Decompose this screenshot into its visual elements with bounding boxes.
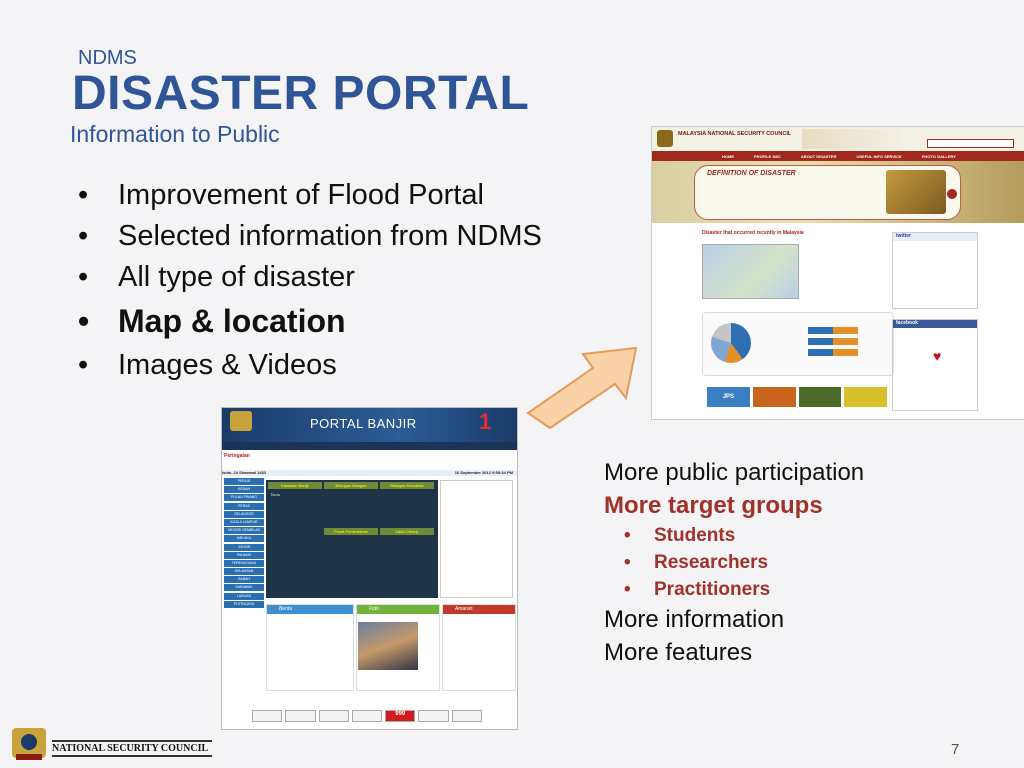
recent-disaster-heading: Disaster that occurred recently in Malaysia xyxy=(702,230,804,236)
nsc-portal-screenshot xyxy=(651,126,1024,420)
state-item[interactable]: PUTRAJAYA xyxy=(224,601,264,608)
agency-logo[interactable] xyxy=(285,710,315,722)
agency-logo[interactable] xyxy=(252,710,282,722)
bar xyxy=(808,349,858,356)
gregorian-date: 10 September 2012 9:55:34 PM xyxy=(454,470,513,475)
heart-icon: ♥ xyxy=(933,348,942,364)
peringatan-label: Peringatan xyxy=(224,453,250,459)
definition-image xyxy=(886,170,946,214)
agency-logo[interactable] xyxy=(352,710,382,722)
bar xyxy=(808,338,858,345)
portal-title: PORTAL BANJIR xyxy=(310,416,417,431)
flood-status-panel xyxy=(266,480,438,598)
berita-panel xyxy=(266,604,354,691)
nsc-nav xyxy=(652,151,1024,161)
benefit-line: More public participation xyxy=(604,459,865,486)
one-malaysia-logo: 1 xyxy=(479,409,492,434)
state-item[interactable]: PERLIS xyxy=(224,478,264,485)
page-number: 7 xyxy=(951,741,960,758)
feature-list xyxy=(78,175,542,386)
definition-card xyxy=(694,165,961,220)
partner-logos xyxy=(707,387,887,407)
nav-item[interactable]: USEFUL INFO SERVICE xyxy=(856,153,902,159)
emergency-999-logo[interactable]: 999 xyxy=(385,710,415,722)
hijri-date: Isnin, 24 Shawwal 1433 xyxy=(222,470,267,475)
target-group-item: • Researchers xyxy=(604,549,864,576)
target-groups xyxy=(604,522,864,603)
state-item[interactable]: MELAKA xyxy=(224,535,264,542)
state-item[interactable]: KELANTAN xyxy=(224,568,264,575)
state-item[interactable]: LABUAN xyxy=(224,593,264,600)
property-bar-chart xyxy=(808,327,858,360)
bullet-item: • Images & Videos xyxy=(78,345,542,386)
pointer-arrow-icon xyxy=(518,318,658,438)
banjir-header xyxy=(222,408,517,442)
facebook-label: facebook xyxy=(893,320,977,328)
state-item[interactable]: PULAU PINANG xyxy=(224,494,264,501)
definition-banner xyxy=(652,161,1024,223)
target-group-item: • Students xyxy=(604,522,864,549)
jps-logo[interactable]: JPS xyxy=(707,387,750,407)
facebook-widget xyxy=(892,319,978,411)
agency-logos xyxy=(252,710,482,722)
berita-header: Berita xyxy=(267,605,353,614)
kicker: NDMS xyxy=(78,47,137,69)
state-menu xyxy=(224,478,264,609)
benefit-line: More information xyxy=(604,606,785,633)
news-feed xyxy=(440,480,513,598)
casualty-pie-chart xyxy=(711,323,751,363)
column-header: Bilangan Kematian xyxy=(380,482,434,489)
partner-logo[interactable] xyxy=(799,387,842,407)
crest-logo xyxy=(230,411,252,431)
disaster-map[interactable] xyxy=(702,244,799,299)
bullet-item: • Selected information from NDMS xyxy=(78,216,542,257)
state-item[interactable]: SABAH xyxy=(224,576,264,583)
state-item[interactable]: PERAK xyxy=(224,503,264,510)
date-bar xyxy=(222,470,517,476)
nsc-org-name: MALAYSIA NATIONAL SECURITY COUNCIL xyxy=(678,131,792,137)
nsc-crest-icon xyxy=(8,722,50,764)
banjir-nav xyxy=(222,442,517,450)
twitter-label: twitter xyxy=(893,233,977,241)
nsc-search-input[interactable] xyxy=(927,139,1014,148)
page-title: DISASTER PORTAL xyxy=(72,67,530,120)
agency-logo[interactable] xyxy=(418,710,448,722)
bar xyxy=(808,327,858,334)
page-subtitle: Information to Public xyxy=(70,121,280,147)
status-value: Tiada xyxy=(270,492,280,497)
state-item[interactable]: KEDAH xyxy=(224,486,264,493)
benefit-line: More features xyxy=(604,639,753,666)
news-photo[interactable] xyxy=(358,622,418,670)
crest-logo xyxy=(657,130,673,147)
nav-item[interactable]: PHOTO GALLERY xyxy=(921,153,956,159)
benefit-line-highlight: More target groups xyxy=(604,492,823,519)
bullet-item: • All type of disaster xyxy=(78,257,542,298)
skyline-banner xyxy=(802,129,902,149)
benefits-list xyxy=(604,456,864,669)
bullet-item: • Map & location xyxy=(78,298,542,345)
column-header: Jalan Ditutup xyxy=(380,528,434,535)
amaran-panel xyxy=(442,604,516,691)
definition-title: DEFINITION OF DISASTER xyxy=(707,170,796,177)
target-group-item: • Practitioners xyxy=(604,576,864,603)
partner-logo[interactable] xyxy=(753,387,796,407)
column-header: Pusat Pemindahan xyxy=(324,528,378,535)
state-item[interactable]: NEGERI SEMBILAN xyxy=(224,527,264,534)
column-header: Bilangan Mangsa xyxy=(324,482,378,489)
agency-logo[interactable] xyxy=(452,710,482,722)
foto-header: Foto xyxy=(357,605,439,614)
agency-logo[interactable] xyxy=(319,710,349,722)
column-header: Kawasan Banjir xyxy=(268,482,322,489)
state-item[interactable]: PAHANG xyxy=(224,552,264,559)
bullet-item: • Improvement of Flood Portal xyxy=(78,175,542,216)
nav-item[interactable]: HOME xyxy=(722,153,734,159)
twitter-widget xyxy=(892,232,978,309)
state-item[interactable]: KUALA LUMPUR xyxy=(224,519,264,526)
state-item[interactable]: SARAWAK xyxy=(224,584,264,591)
nav-item[interactable]: PROFILE NSC xyxy=(754,153,781,159)
statistics-panel xyxy=(702,312,894,376)
partner-logo[interactable] xyxy=(844,387,887,407)
state-item[interactable]: JOHOR xyxy=(224,544,264,551)
state-item[interactable]: SELANGOR xyxy=(224,511,264,518)
portal-banjir-screenshot xyxy=(221,407,518,730)
next-arrow-icon[interactable] xyxy=(947,189,957,199)
amaran-header: Amaran xyxy=(443,605,515,614)
footer-org-name: NATIONAL SECURITY COUNCIL xyxy=(52,740,212,757)
state-item[interactable]: TERENGGANU xyxy=(224,560,264,567)
nsc-header xyxy=(652,127,1024,151)
nav-item[interactable]: ABOUT DISASTER xyxy=(800,153,837,159)
